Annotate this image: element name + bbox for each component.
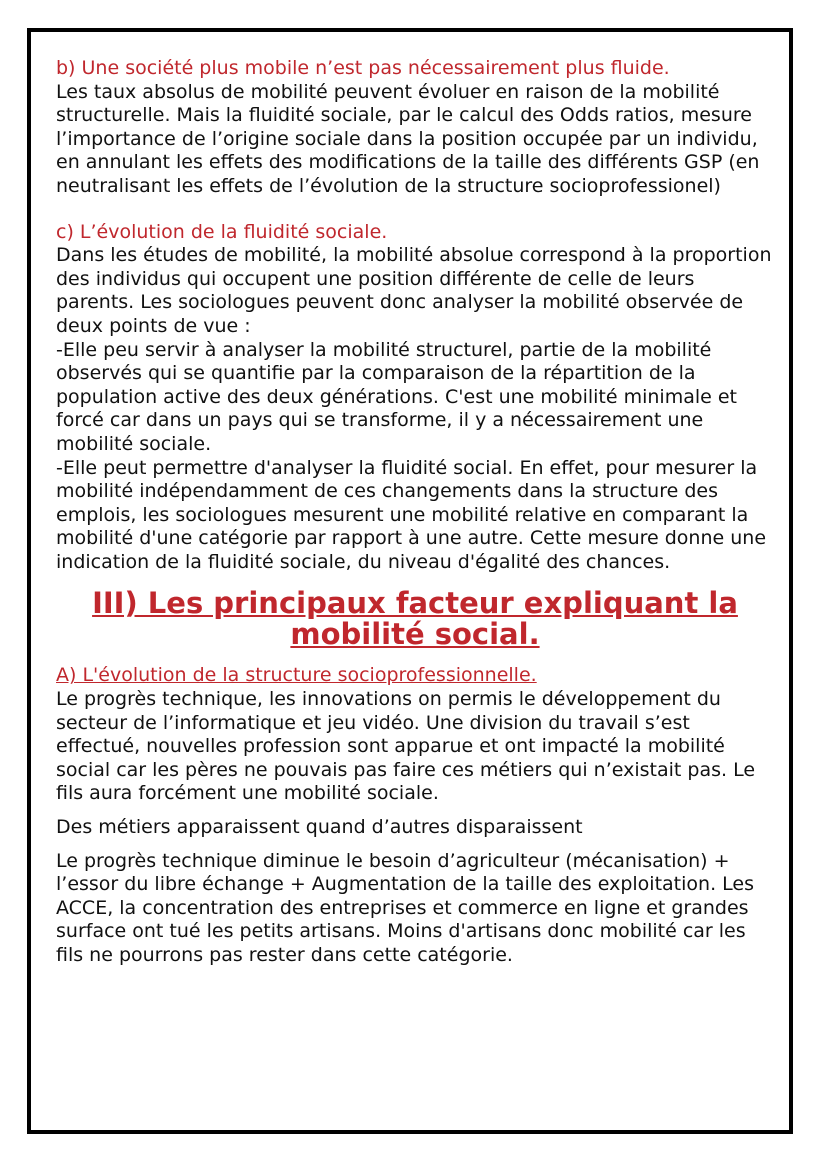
section-a-paragraph-2: Des métiers apparaissent quand d’autres disparaissent <box>56 816 583 839</box>
section-c-intro: Dans les études de mobilité, la mobilité absolue correspond à la proportion des individus qui occupent une position différente de celle de leurs parents. Les sociologues peuvent donc analyser la mobilité observée de deux points de vue : <box>56 244 772 337</box>
section-a-paragraph-1: Le progrès technique, les innovations on permis le développement du secteur de l’informatique et jeu vidéo. Une division du travail s’est effectué, nouvelles profession sont apparue et ont impacté la mobilité social car les pères ne pouvais pas faire ces métiers qui n’existait pas. Le fils aura forcément une mobilité sociale. <box>56 688 756 805</box>
section-c-title: c) L’évolution de la fluidité sociale. <box>56 220 388 243</box>
section-a-paragraph-3: Le progrès technique diminue le besoin d’agriculteur (mécanisation) + l’essor du libre échange + Augmentation de la taille des exploitation. Les ACCE, la concentration des entreprises et commerce en ligne et grandes surface ont tué les petits artisans. Moins d'artisans donc mobilité car les fils ne pourrons pas rester dans cette catégorie. <box>56 849 754 966</box>
spacer <box>56 574 774 584</box>
spacer <box>56 840 774 850</box>
spacer <box>56 199 774 221</box>
section-b-title: b) Une société plus mobile n’est pas nécessairement plus fluide. <box>56 57 670 79</box>
part-3-heading: III) Les principaux facteur expliquant la mobilité social. <box>92 586 738 652</box>
spacer <box>56 806 774 816</box>
document-content <box>56 57 774 968</box>
section-c-point-1: -Elle peu servir à analyser la mobilité structurel, partie de la mobilité observés qui se quantifie par la comparaison de la répartition de la population active des deux générations. C'est une mobilité minimale et forcé car dans un pays qui se transforme, il y a nécessairement une mobilité sociale. <box>56 338 738 455</box>
section-c-point-2: -Elle peut permettre d'analyser la fluidité social. En effet, pour mesurer la mobilité indépendamment de ces changements dans la structure des emplois, les sociologues mesurent une mobilité relative en comparant la mobilité d'une catégorie par rapport à une autre. Cette mesure donne une indication de la fluidité sociale, du niveau d'égalité des chances. <box>56 456 767 573</box>
page-border <box>27 28 793 1134</box>
section-a-title: A) L'évolution de la structure socioprofessionnelle. <box>56 664 537 687</box>
section-b-body: Les taux absolus de mobilité peuvent évoluer en raison de la mobilité structurelle. Mais la fluidité sociale, par le calcul des Odds ratios, mesure l’importance de l’origine sociale dans la position occupée par un individu, en annulant les effets des modifications de la taille des différents GSP (en neutralisant les effets de l’évolution de la structure socioprofessionel) <box>56 80 760 197</box>
